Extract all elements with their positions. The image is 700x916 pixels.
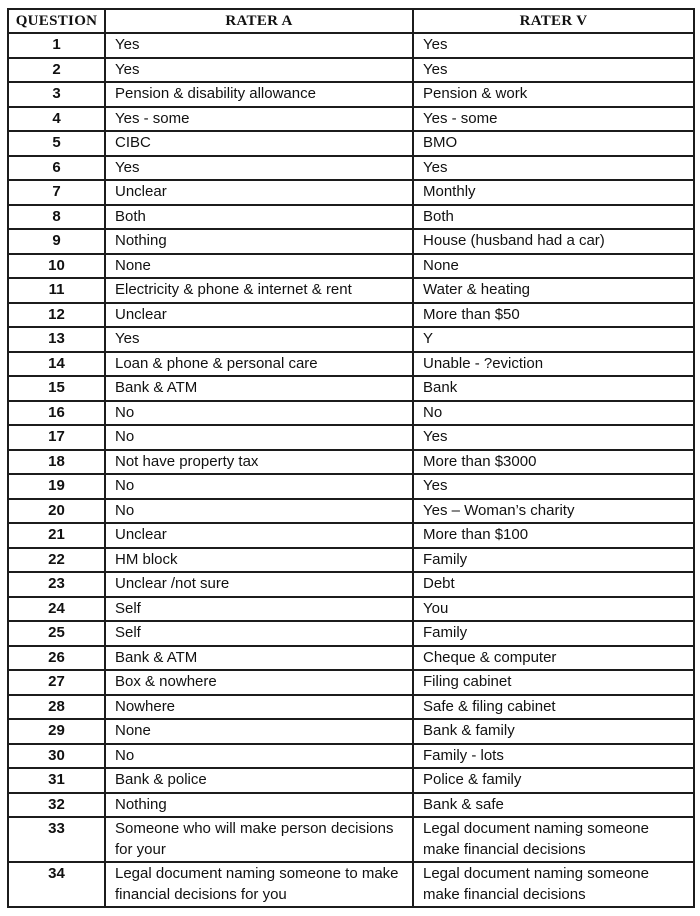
question-number-cell: 23 <box>8 572 105 597</box>
table-row <box>8 548 694 573</box>
rater-v-cell: More than $3000 <box>413 450 694 475</box>
question-number-cell: 6 <box>8 156 105 181</box>
rater-v-cell: Pension & work <box>413 82 694 107</box>
table-row <box>8 82 694 107</box>
rater-a-cell: Box & nowhere <box>105 670 413 695</box>
question-number-cell: 10 <box>8 254 105 279</box>
question-number-cell: 22 <box>8 548 105 573</box>
table-row <box>8 523 694 548</box>
rater-v-cell: Water & heating <box>413 278 694 303</box>
rater-v-cell: Family <box>413 548 694 573</box>
rater-v-cell: Yes <box>413 474 694 499</box>
table-row <box>8 229 694 254</box>
rater-v-cell: Yes <box>413 156 694 181</box>
table-row <box>8 768 694 793</box>
rater-v-cell: Safe & filing cabinet <box>413 695 694 720</box>
question-number-cell: 28 <box>8 695 105 720</box>
rater-v-cell: Bank <box>413 376 694 401</box>
rater-a-cell: None <box>105 254 413 279</box>
question-number-cell: 13 <box>8 327 105 352</box>
table-row <box>8 744 694 769</box>
rater-v-cell: Family <box>413 621 694 646</box>
table-row <box>8 131 694 156</box>
rater-a-cell: Unclear <box>105 303 413 328</box>
table-row <box>8 793 694 818</box>
rater-v-cell: Both <box>413 205 694 230</box>
rater-a-cell: Nothing <box>105 229 413 254</box>
rater-v-cell: Bank & family <box>413 719 694 744</box>
question-number-cell: 7 <box>8 180 105 205</box>
table-row <box>8 180 694 205</box>
question-number-cell: 18 <box>8 450 105 475</box>
rater-a-cell: Electricity & phone & internet & rent <box>105 278 413 303</box>
question-number-cell: 5 <box>8 131 105 156</box>
table-row <box>8 862 694 907</box>
rater-v-cell: Yes - some <box>413 107 694 132</box>
rater-v-cell: Yes – Woman’s charity <box>413 499 694 524</box>
rater-a-cell: Yes - some <box>105 107 413 132</box>
question-number-cell: 26 <box>8 646 105 671</box>
rater-v-cell: Filing cabinet <box>413 670 694 695</box>
header-row <box>8 9 694 33</box>
rater-v-cell: Y <box>413 327 694 352</box>
header-rater-v: RATER V <box>413 9 694 33</box>
header-question: QUESTION <box>8 9 105 33</box>
question-number-cell: 8 <box>8 205 105 230</box>
rater-a-cell: Bank & police <box>105 768 413 793</box>
rater-a-cell: Yes <box>105 58 413 83</box>
rater-v-cell: BMO <box>413 131 694 156</box>
rater-v-cell: No <box>413 401 694 426</box>
rater-a-cell: Yes <box>105 33 413 58</box>
rater-v-cell: Debt <box>413 572 694 597</box>
table-row <box>8 695 694 720</box>
rater-v-cell: House (husband had a car) <box>413 229 694 254</box>
rater-v-cell: Family - lots <box>413 744 694 769</box>
table-row <box>8 425 694 450</box>
rater-a-cell: Bank & ATM <box>105 646 413 671</box>
table-row <box>8 327 694 352</box>
question-number-cell: 30 <box>8 744 105 769</box>
table-row <box>8 621 694 646</box>
question-number-cell: 25 <box>8 621 105 646</box>
rater-a-cell: Nothing <box>105 793 413 818</box>
question-number-cell: 11 <box>8 278 105 303</box>
question-number-cell: 29 <box>8 719 105 744</box>
rater-v-cell: Legal document naming someone make financial decisions <box>413 817 694 862</box>
question-number-cell: 33 <box>8 817 105 862</box>
rater-v-cell: Legal document naming someone make financial decisions <box>413 862 694 907</box>
rater-a-cell: No <box>105 474 413 499</box>
rater-a-cell: Nowhere <box>105 695 413 720</box>
table-row <box>8 719 694 744</box>
table-row <box>8 817 694 862</box>
question-number-cell: 4 <box>8 107 105 132</box>
question-number-cell: 15 <box>8 376 105 401</box>
rater-v-cell: Unable - ?eviction <box>413 352 694 377</box>
question-number-cell: 27 <box>8 670 105 695</box>
question-number-cell: 17 <box>8 425 105 450</box>
table-row <box>8 670 694 695</box>
table-row <box>8 33 694 58</box>
question-number-cell: 19 <box>8 474 105 499</box>
table-row <box>8 499 694 524</box>
table-row <box>8 450 694 475</box>
rater-a-cell: No <box>105 401 413 426</box>
rater-a-cell: HM block <box>105 548 413 573</box>
question-number-cell: 1 <box>8 33 105 58</box>
rater-v-cell: Monthly <box>413 180 694 205</box>
rater-a-cell: CIBC <box>105 131 413 156</box>
rater-v-cell: Yes <box>413 33 694 58</box>
question-number-cell: 21 <box>8 523 105 548</box>
question-number-cell: 16 <box>8 401 105 426</box>
question-number-cell: 14 <box>8 352 105 377</box>
question-number-cell: 3 <box>8 82 105 107</box>
table-row <box>8 401 694 426</box>
question-number-cell: 24 <box>8 597 105 622</box>
rater-a-cell: No <box>105 744 413 769</box>
table-row <box>8 254 694 279</box>
rater-a-cell: No <box>105 499 413 524</box>
rater-a-cell: Loan & phone & personal care <box>105 352 413 377</box>
rater-a-cell: Unclear /not sure <box>105 572 413 597</box>
question-number-cell: 20 <box>8 499 105 524</box>
table-row <box>8 303 694 328</box>
rater-a-cell: Self <box>105 597 413 622</box>
table-row <box>8 352 694 377</box>
table-row <box>8 156 694 181</box>
rater-a-cell: Unclear <box>105 523 413 548</box>
rater-v-cell: None <box>413 254 694 279</box>
question-number-cell: 31 <box>8 768 105 793</box>
rater-v-cell: Police & family <box>413 768 694 793</box>
question-number-cell: 12 <box>8 303 105 328</box>
rater-a-cell: None <box>105 719 413 744</box>
rater-a-cell: Unclear <box>105 180 413 205</box>
table-row <box>8 474 694 499</box>
rater-v-cell: Yes <box>413 425 694 450</box>
rater-a-cell: Pension & disability allowance <box>105 82 413 107</box>
table-row <box>8 205 694 230</box>
table-row <box>8 376 694 401</box>
question-number-cell: 2 <box>8 58 105 83</box>
question-number-cell: 34 <box>8 862 105 907</box>
table-row <box>8 107 694 132</box>
rater-v-cell: Cheque & computer <box>413 646 694 671</box>
table-row <box>8 572 694 597</box>
rater-v-cell: More than $50 <box>413 303 694 328</box>
header-rater-a: RATER A <box>105 9 413 33</box>
rater-a-cell: Legal document naming someone to make financial decisions for you <box>105 862 413 907</box>
question-number-cell: 9 <box>8 229 105 254</box>
question-number-cell: 32 <box>8 793 105 818</box>
rater-v-cell: Bank & safe <box>413 793 694 818</box>
table-row <box>8 646 694 671</box>
rater-a-cell: Yes <box>105 156 413 181</box>
rater-v-cell: Yes <box>413 58 694 83</box>
rater-a-cell: Both <box>105 205 413 230</box>
rater-a-cell: Not have property tax <box>105 450 413 475</box>
rater-a-cell: Bank & ATM <box>105 376 413 401</box>
rater-a-cell: Someone who will make person decisions for your <box>105 817 413 862</box>
rater-v-cell: You <box>413 597 694 622</box>
table-row <box>8 58 694 83</box>
rater-v-cell: More than $100 <box>413 523 694 548</box>
rater-a-cell: No <box>105 425 413 450</box>
rater-a-cell: Yes <box>105 327 413 352</box>
rater-comparison-table <box>7 8 695 908</box>
rater-a-cell: Self <box>105 621 413 646</box>
table-row <box>8 597 694 622</box>
table-row <box>8 278 694 303</box>
